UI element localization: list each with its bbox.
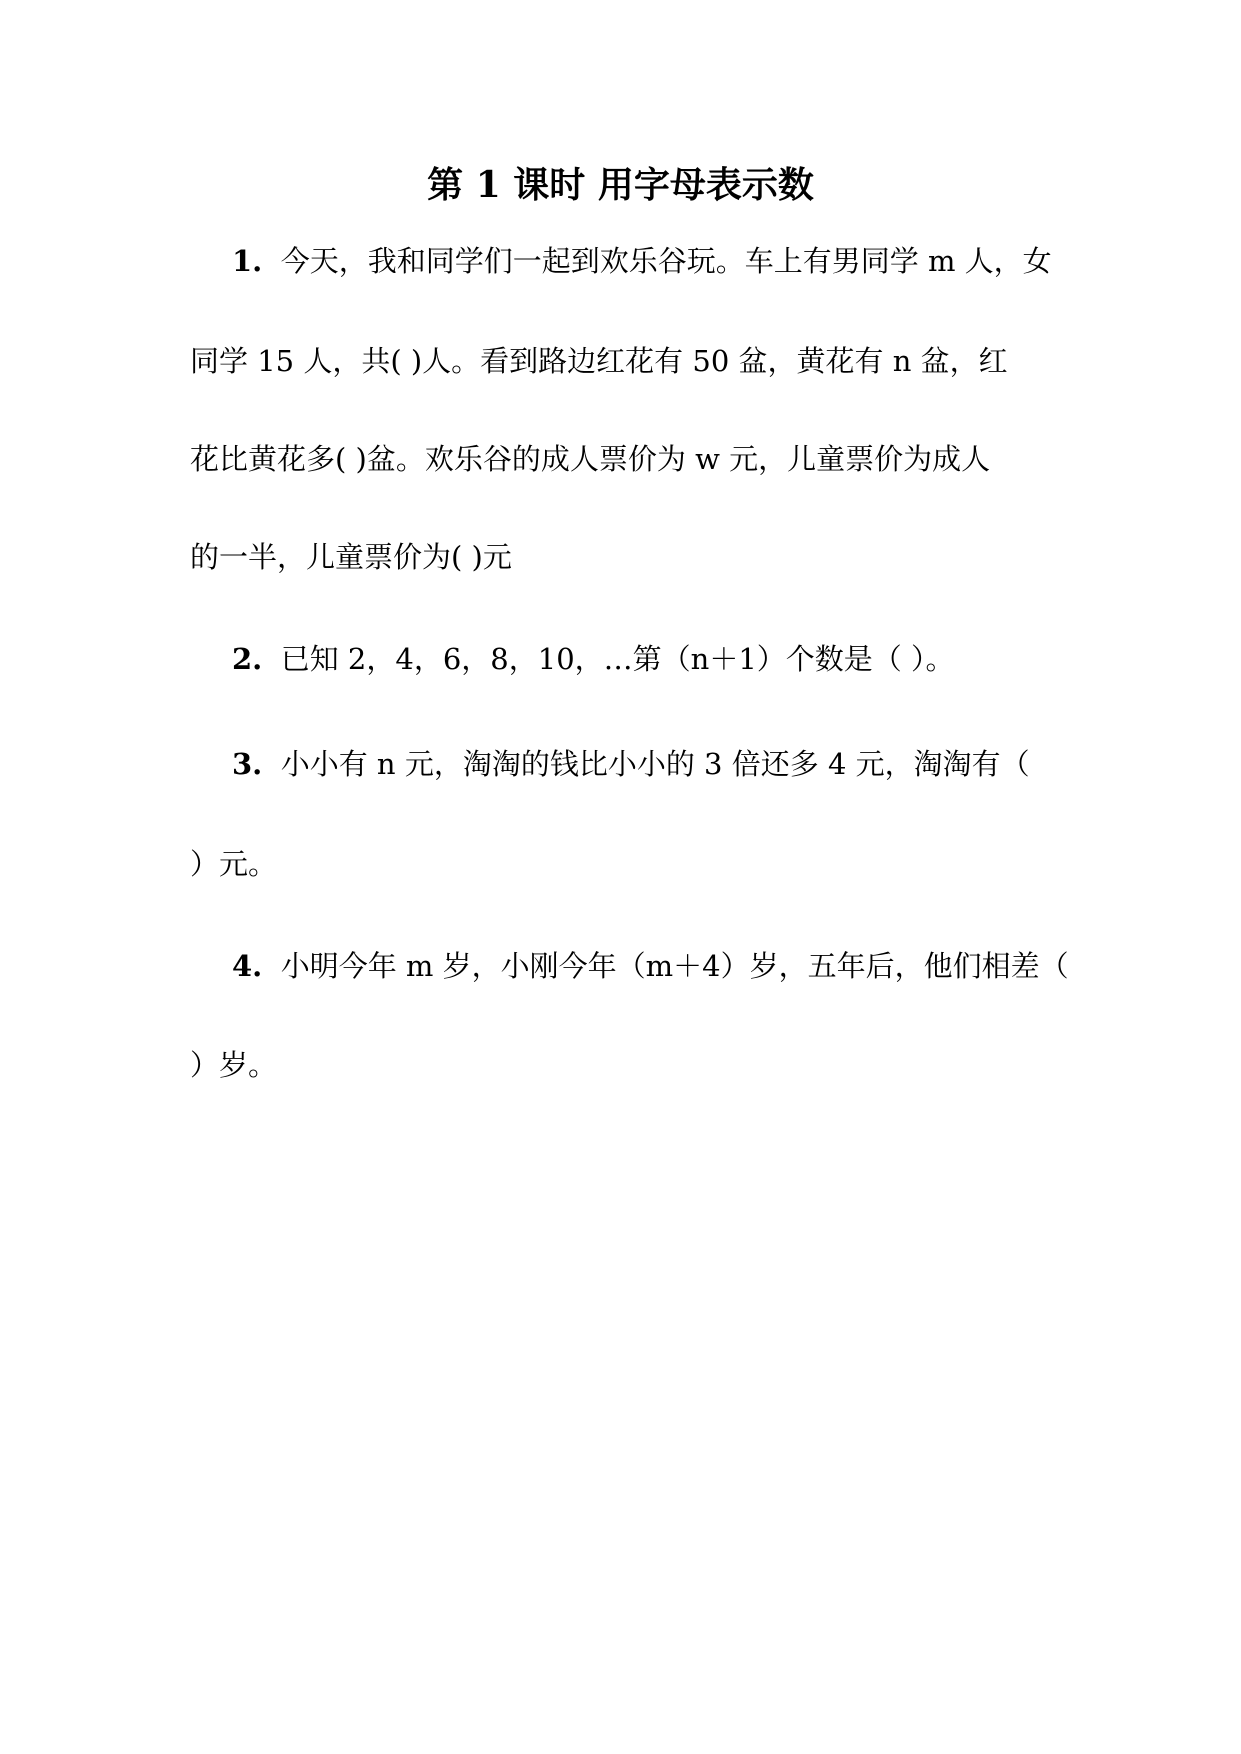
question-1-line-1 — [190, 239, 1112, 283]
question-3-text-1: 小小有 n 元，淘淘的钱比小小的 3 倍还多 4 元，淘淘有（ — [280, 747, 1030, 781]
question-1-text-1: 今天，我和同学们一起到欢乐谷玩。车上有男同学 m 人，女 — [280, 244, 1052, 278]
question-1-line-4: 的一半，儿童票价为( )元 — [190, 540, 512, 574]
question-1-line-3: 花比黄花多( )盆。欢乐谷的成人票价为 w 元，儿童票价为成人 — [190, 442, 991, 476]
question-3-line-1 — [190, 742, 1112, 786]
question-3-number: 3. — [232, 747, 263, 781]
page-title: 第 1 课时 用字母表示数 — [427, 164, 814, 206]
question-2-line-1 — [190, 637, 1112, 681]
question-1-line-2: 同学 15 人，共( )人。看到路边红花有 50 盆，黄花有 n 盆，红 — [190, 344, 1008, 378]
question-4-line-2: ）岁。 — [190, 1048, 278, 1082]
question-3-line-2: ）元。 — [190, 847, 278, 881]
question-4-number: 4. — [232, 949, 263, 983]
question-1-number: 1. — [232, 244, 263, 278]
question-4-text-1: 小明今年 m 岁，小刚今年（m＋4）岁，五年后，他们相差（ — [280, 949, 1069, 983]
question-2-number: 2. — [232, 642, 263, 676]
question-4-line-1 — [190, 944, 1112, 988]
question-2-text-1: 已知 2，4，6，8，10，…第（n＋1）个数是（ ）。 — [280, 642, 955, 676]
